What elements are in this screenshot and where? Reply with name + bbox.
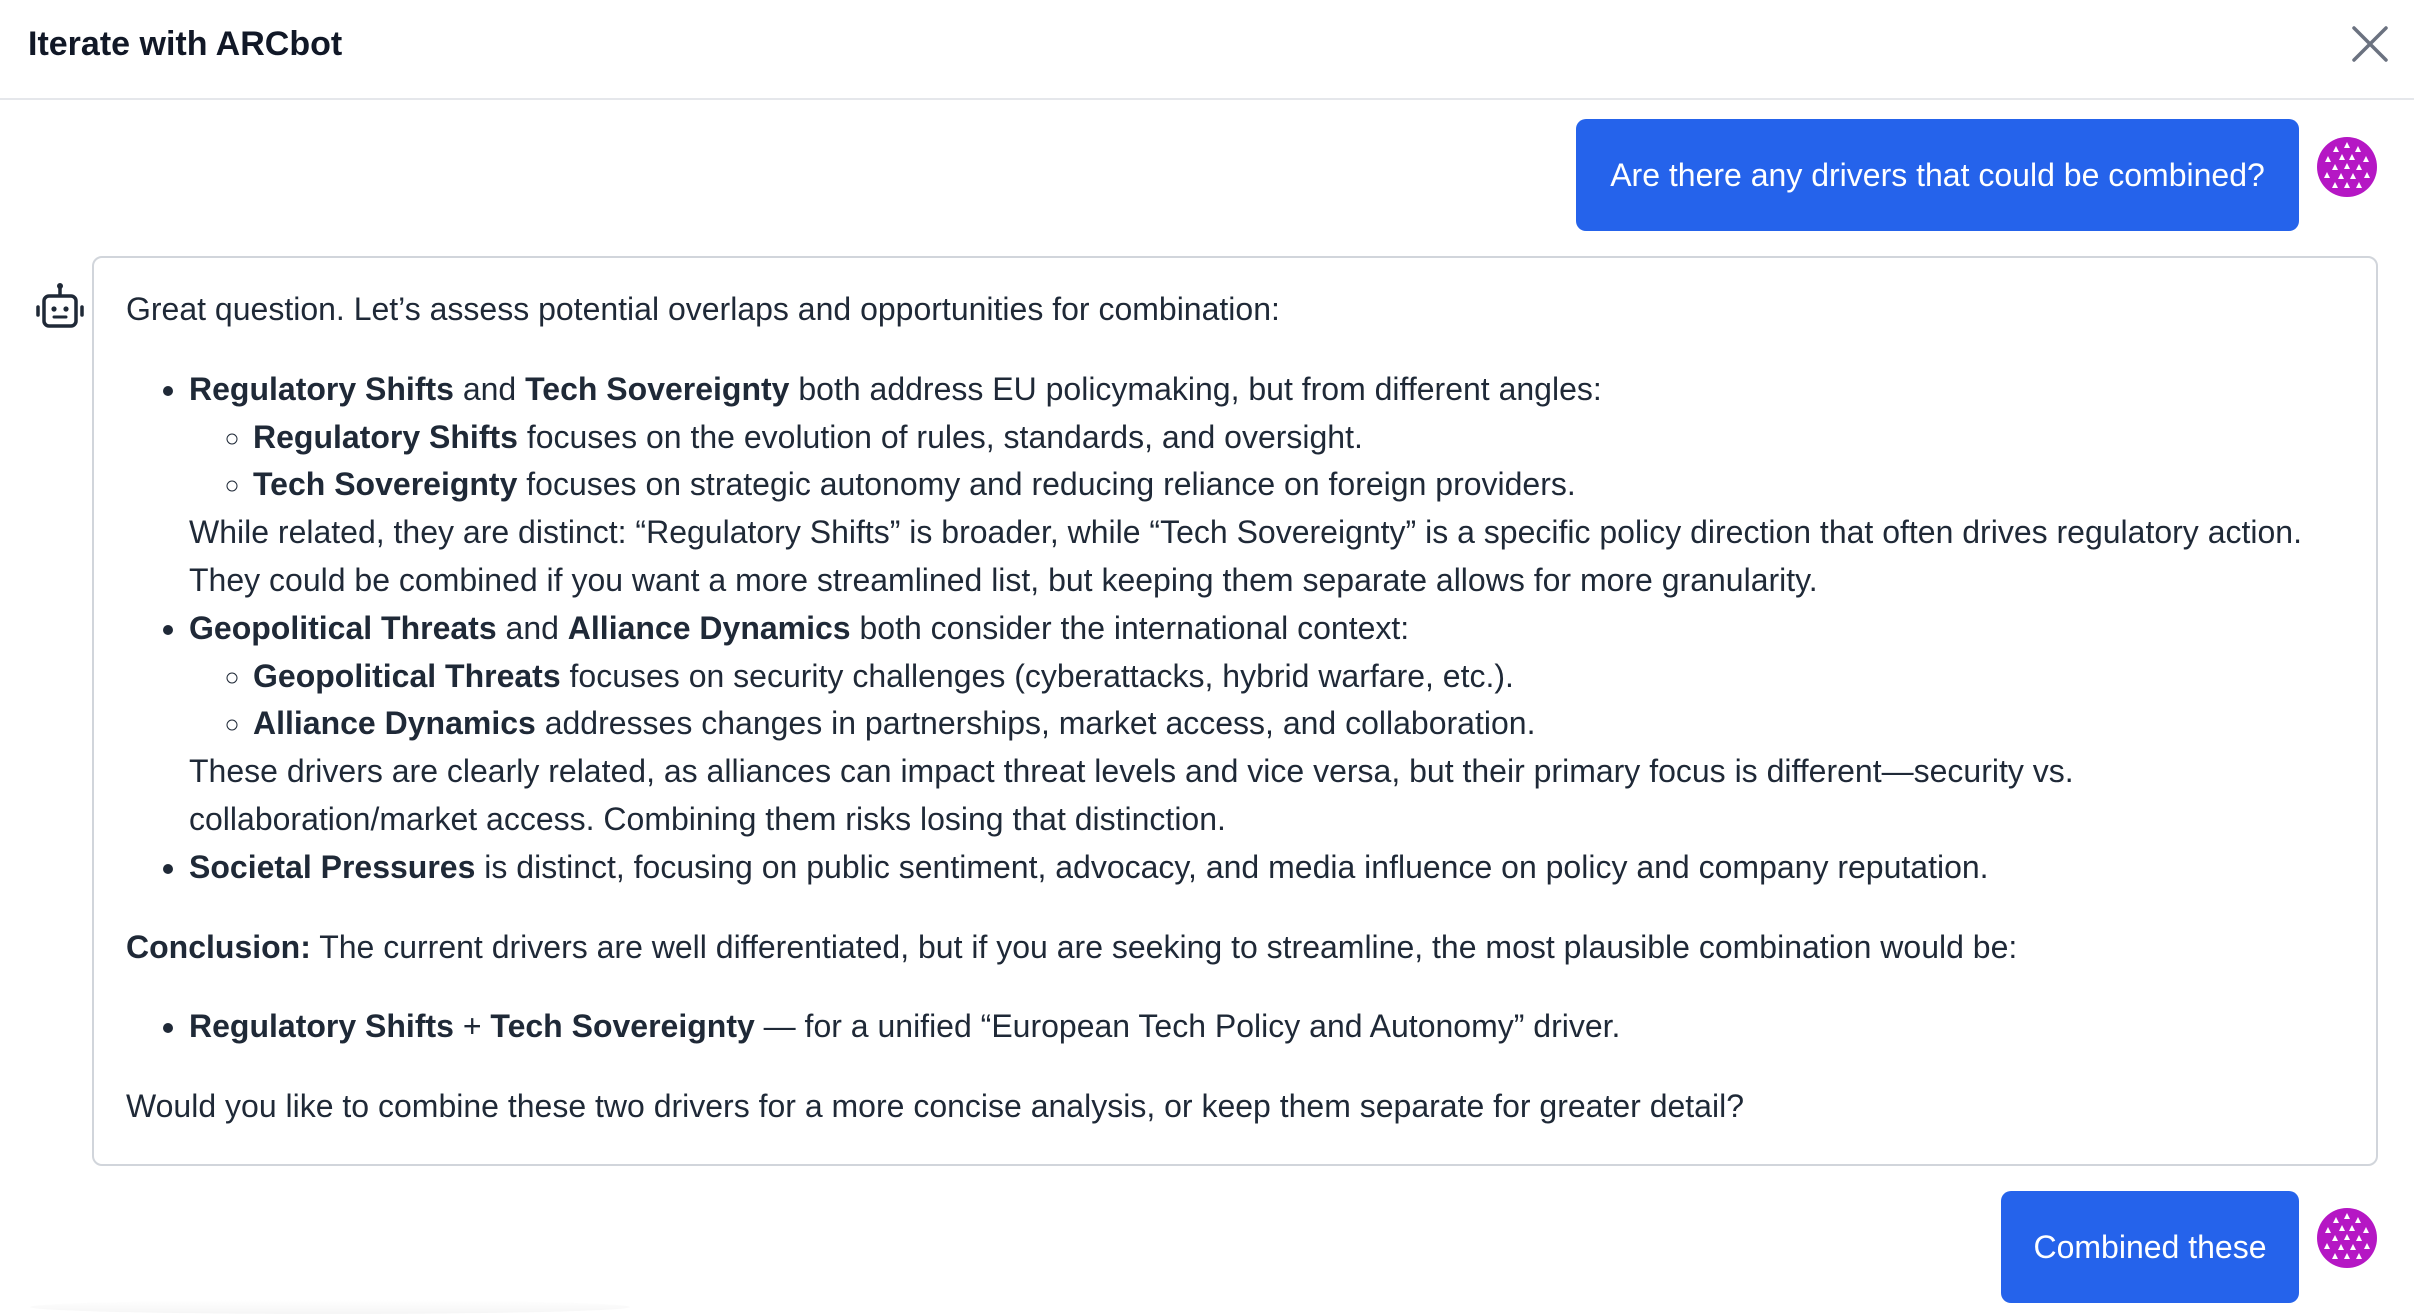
user-message-text: Combined these [2033,1229,2267,1265]
dialog-header [0,0,2414,100]
bot-intro: Great question. Let’s assess potential overlaps and opportunities for combination: [126,291,1280,327]
text: and [496,609,568,646]
input-shadow [30,1300,630,1314]
driver-term: Alliance Dynamics [567,609,851,646]
text: — for a unified “European Tech Policy and Autonomy” driver. [754,1008,1621,1045]
text: and [453,370,526,407]
list-item [253,461,2344,509]
sub-list [189,653,2344,749]
list-item [189,605,2344,844]
text: The current drivers are well differentiated, but if you are seeking to streamline, the most plausible combination would be: [310,928,2018,965]
driver-term: Regulatory Shifts [189,1008,454,1045]
driver-term: Tech Sovereignty [253,466,518,503]
text: is distinct, focusing on public sentiment, advocacy, and media influence on policy and company reputation. [475,848,1989,885]
text: both consider the international context: [850,609,1410,646]
user-message [1576,119,2299,231]
bot-conclusion [126,924,2344,972]
sub-list [189,414,2344,510]
close-icon [2348,22,2392,66]
text: focuses on the evolution of rules, standards, and oversight. [517,418,1363,455]
driver-term: Regulatory Shifts [253,418,518,455]
driver-term: Tech Sovereignty [490,1008,755,1045]
conclusion-label: Conclusion: [126,928,311,965]
user-message-text: Are there any drivers that could be combined? [1610,157,2265,193]
bot-closing-question: Would you like to combine these two drivers for a more concise analysis, or keep them separate for greater detail? [126,1088,1744,1125]
list-item [189,1003,2344,1051]
user-avatar [2316,1207,2378,1269]
driver-term: Societal Pressures [189,848,476,885]
driver-analysis-list [126,366,2344,892]
driver-term: Geopolitical Threats [253,657,561,694]
driver-term: Tech Sovereignty [525,370,790,407]
dialog-title: Iterate with ARCbot [28,25,343,63]
chat-thread[interactable] [0,100,2414,1314]
user-message [2001,1191,2299,1303]
close-button[interactable] [2348,22,2392,66]
robot-icon [34,282,86,334]
list-item [189,844,2344,892]
combination-list [126,1003,2344,1051]
list-item [253,414,2344,462]
text: focuses on strategic autonomy and reducing reliance on foreign providers. [517,466,1576,503]
text: both address EU policymaking, but from different angles: [789,370,1602,407]
text: + [453,1008,491,1045]
driver-note: These drivers are clearly related, as alliances can impact threat levels and vice versa, but their primary focus is different—security vs. collaboration/market access. Combining them risks losing that distinction. [189,753,2074,837]
driver-note: While related, they are distinct: “Regulatory Shifts” is broader, while “Tech Sovereignty” is a specific policy direction that often drives regulatory action. They could be combined if you want a more streamlined list, but keeping them separate allows for more granularity. [189,514,2302,598]
driver-term: Geopolitical Threats [189,609,497,646]
list-item [253,653,2344,701]
driver-term: Regulatory Shifts [189,370,454,407]
driver-term: Alliance Dynamics [253,705,536,742]
list-item [189,366,2344,605]
user-avatar [2316,136,2378,198]
list-item [253,700,2344,748]
bot-message [92,256,2378,1166]
text: focuses on security challenges (cyberattacks, hybrid warfare, etc.). [560,657,1514,694]
text: addresses changes in partnerships, market access, and collaboration. [535,705,1536,742]
